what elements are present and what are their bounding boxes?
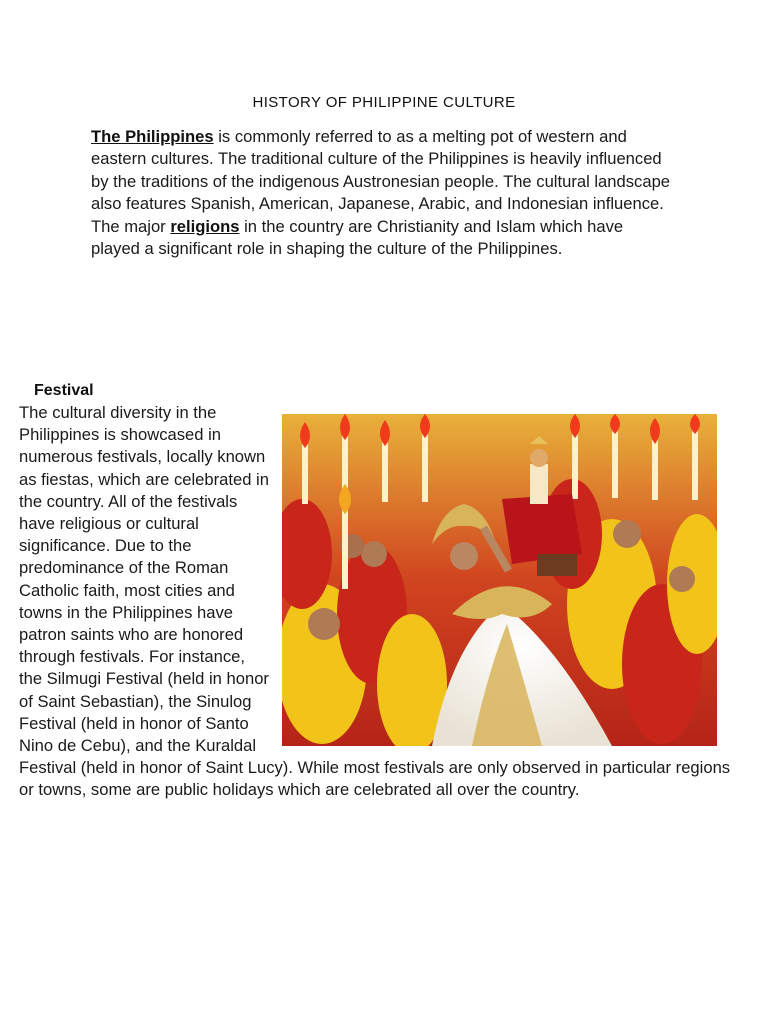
festival-section [19, 402, 739, 802]
intro-paragraph [91, 126, 671, 260]
intro-text-part2: in the country are Christianity and Islam which have played a significant role in shaping the culture of the Philippines. [91, 216, 624, 259]
festival-heading: Festival [34, 382, 94, 399]
philippines-link[interactable]: The Philippines [91, 127, 214, 146]
page-title: HISTORY OF PHILIPPINE CULTURE [252, 94, 516, 111]
festival-photo [282, 414, 717, 746]
religions-link[interactable]: religions [170, 216, 240, 236]
intro-text-part1: is commonly referred to as a melting pot of western and eastern cultures. The traditional culture of the Philippines is heavily influenced by the traditions of the indigenous Austronesian people. The cultural landscape also features Spanish, American, Japanese, Arabic, and Indonesian influence. The major [91, 127, 671, 236]
festival-photo-illustration [282, 414, 717, 746]
festival-body-text: The cultural diversity in the Philippines is showcased in numerous festivals, locally known as fiestas, which are celebrated in the country. All of the festivals have religious or cultural significance. Due to the predominance of the Roman Catholic faith, most cities and towns in the Philippines have patron saints who are honored through festivals. For instance, the Silmugi Festival (held in honor of Saint Sebastian), the Sinulog Festival (held in honor of Santo Nino de Cebu), and the Kuraldal Festival (held in honor of Saint Lucy). While most festivals are only observed in particular regions or towns, some are public holidays which are celebrated all over the country. [19, 403, 731, 800]
